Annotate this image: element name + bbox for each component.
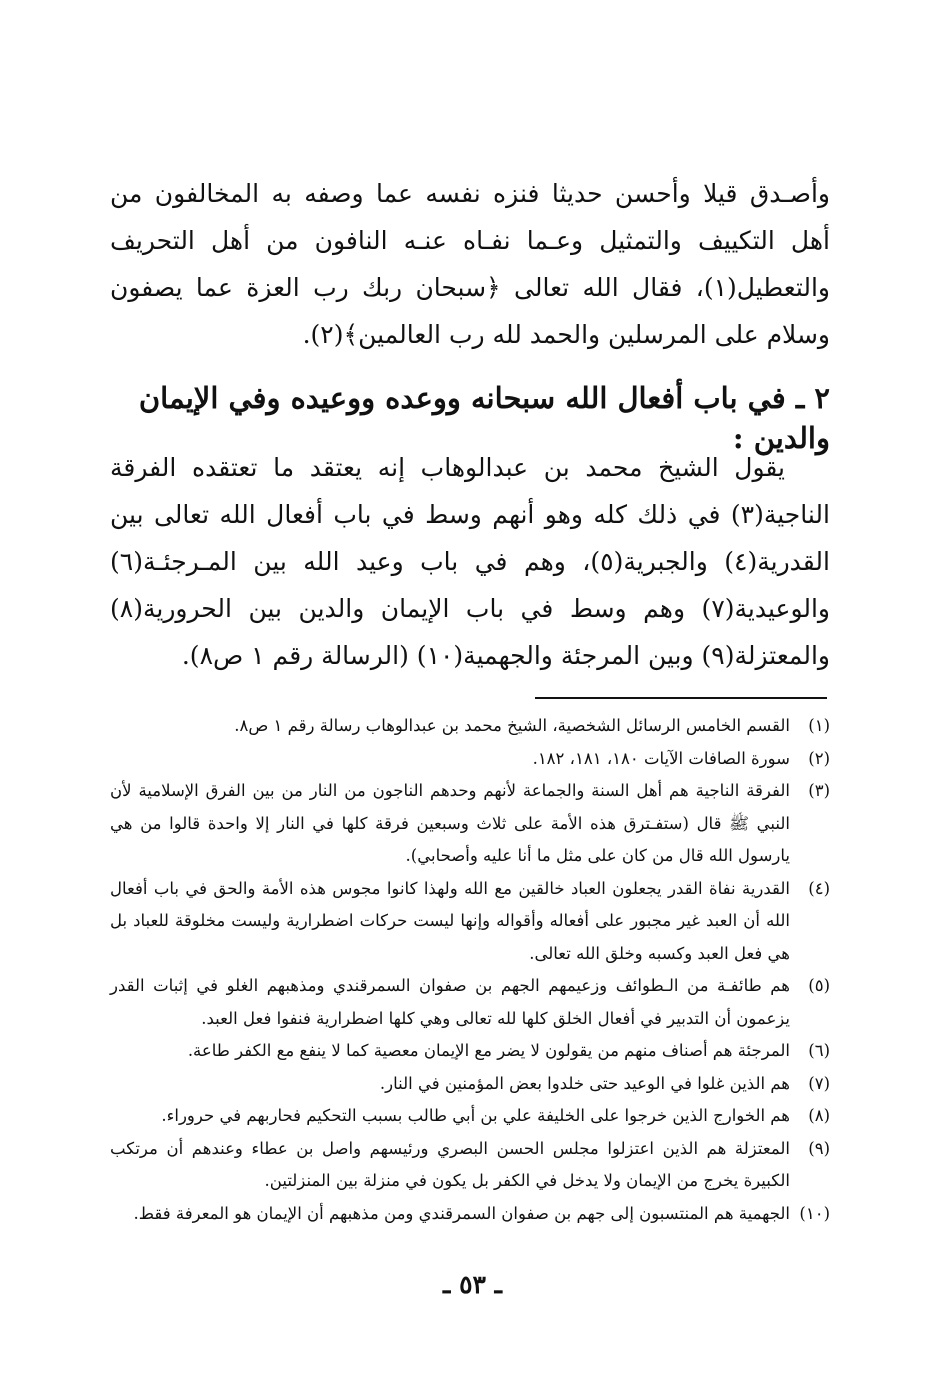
footnote-item xyxy=(110,1133,830,1198)
footnote-number: (٥) xyxy=(808,976,830,995)
footnote-number: (١٠) xyxy=(799,1203,830,1223)
footnote-number: (٨) xyxy=(808,1106,830,1125)
footnote-number: (١) xyxy=(808,716,830,735)
footnote-number: (٣) xyxy=(808,781,830,800)
footnote-item xyxy=(110,743,830,776)
footnote-text: القسم الخامس الرسائل الشخصية، الشيخ محمد بن عبدالوهاب رسالة رقم ١ ص٨. xyxy=(234,716,790,735)
footnote-text: سورة الصافات الآيات ١٨٠، ١٨١، ١٨٢. xyxy=(532,748,790,768)
footnote-number: (٦) xyxy=(808,1041,830,1060)
footnote-text: هم الذين غلوا في الوعيد حتى خلدوا بعض المؤمنين في النار. xyxy=(379,1073,790,1093)
footnote-text: هم طائفـة من الـطوائف وزعيمهم الجهم بن صفوان السمرقندي ومذهبهم الغلو في إثبات القدر يزعمون أن التدبير في أفعال الخلق كلها لله تعالى وهي كلها اضطرارية فنفوا فعل العبد. xyxy=(110,976,790,1028)
footnote-text: المرجئة هم أصناف منهم من يقولون لا يضر مع الإيمان معصية كما لا ينفع مع الكفر طاعة. xyxy=(187,1041,790,1060)
body-paragraph-1: وأصـدق قيلا وأحسن حديثا فنزه نفسه عما وصفه به المخالفون من أهل التكييف والتمثيل وعـما نفـاه عنـه النافون من أهل التحريف والتعطيل(١)، فقال الله تعالى ﴿سبحان ربك رب العزة عما يصفون وسلام على المرسلين والحمد لله رب العالمين﴾(٢). xyxy=(110,179,830,349)
footnote-number: (٢) xyxy=(808,748,830,768)
footnote-number: (٤) xyxy=(808,878,830,898)
footnote-item xyxy=(110,970,830,1035)
body-paragraph-2: يقول الشيخ محمد بن عبدالوهاب إنه يعتقد ما تعتقده الفرقة الناجية(٣) في ذلك كله وهو أنهم وسط في باب أفعال الله تعالى بين القدرية(٤) والجبرية(٥)، وهم في باب وعيد الله بين المـرجئـة(٦) والوعيدية(٧) وهم وسط في باب الإيمان والدين بين الحرورية(٨) والمعتزلة(٩) وبين المرجئة والجهمية(١٠) (الرسالة رقم ١ ص٨). xyxy=(110,453,830,670)
footnote-text: الفرقة الناجية هم أهل السنة والجماعة لأنهم وحدهم الناجون من النار من بين الفرق الإسلامية لأن النبي ﷺ قال (ستفـترق هذه الأمة على ثلاث وسبعين فرقة كلها في النار إلا واحدة قالوا من هي يارسول الله قال من كان على مثل ما أنا عليه وأصحابي). xyxy=(110,781,790,865)
footnote-text: الجهمية هم المنتسبون إلى جهم بن صفوان السمرقندي ومن مذهبهم أن الإيمان هو المعرفة فقط. xyxy=(133,1203,790,1223)
footnote-text: القدرية نفاة القدر يجعلون العباد خالقين مع الله ولهذا كانوا مجوس هذه الأمة والحق في باب أفعال الله أن العبد غير مجبور على أفعاله وأقواله وإنها ليست حركات اضطرارية وليست مخلوقة للعباد بل هي فعل العبد وكسبه وخلق الله تعالى. xyxy=(110,878,790,963)
footnote-item xyxy=(110,873,830,971)
footnote-item xyxy=(110,1100,830,1133)
footnote-text: المعتزلة هم الذين اعتزلوا مجلس الحسن البصري ورئيسهم واصل بن عطاء وعندهم أن مرتكب الكبيرة يخرج من الإيمان ولا يدخل في الكفر بل يكون في منزلة بين المنزلتين. xyxy=(110,1138,790,1190)
page-number: ـ ٥٣ ـ xyxy=(443,1270,502,1299)
footnotes-list xyxy=(110,710,830,1230)
section-heading: ٢ ـ في باب أفعال الله سبحانه ووعده ووعيده وفي الإيمان والدين : xyxy=(138,381,830,455)
footnote-divider xyxy=(535,697,827,699)
footnote-item xyxy=(110,710,830,743)
footnote-item xyxy=(110,1035,830,1068)
footnote-item xyxy=(110,1198,830,1231)
footnote-item xyxy=(110,1068,830,1101)
footnote-item xyxy=(110,775,830,873)
footnote-number: (٩) xyxy=(808,1138,830,1158)
footnote-number: (٧) xyxy=(808,1073,830,1093)
footnote-text: هم الخوارج الذين خرجوا على الخليفة علي بن أبي طالب بسبب التحكيم فحاربهم في حروراء. xyxy=(161,1106,790,1125)
